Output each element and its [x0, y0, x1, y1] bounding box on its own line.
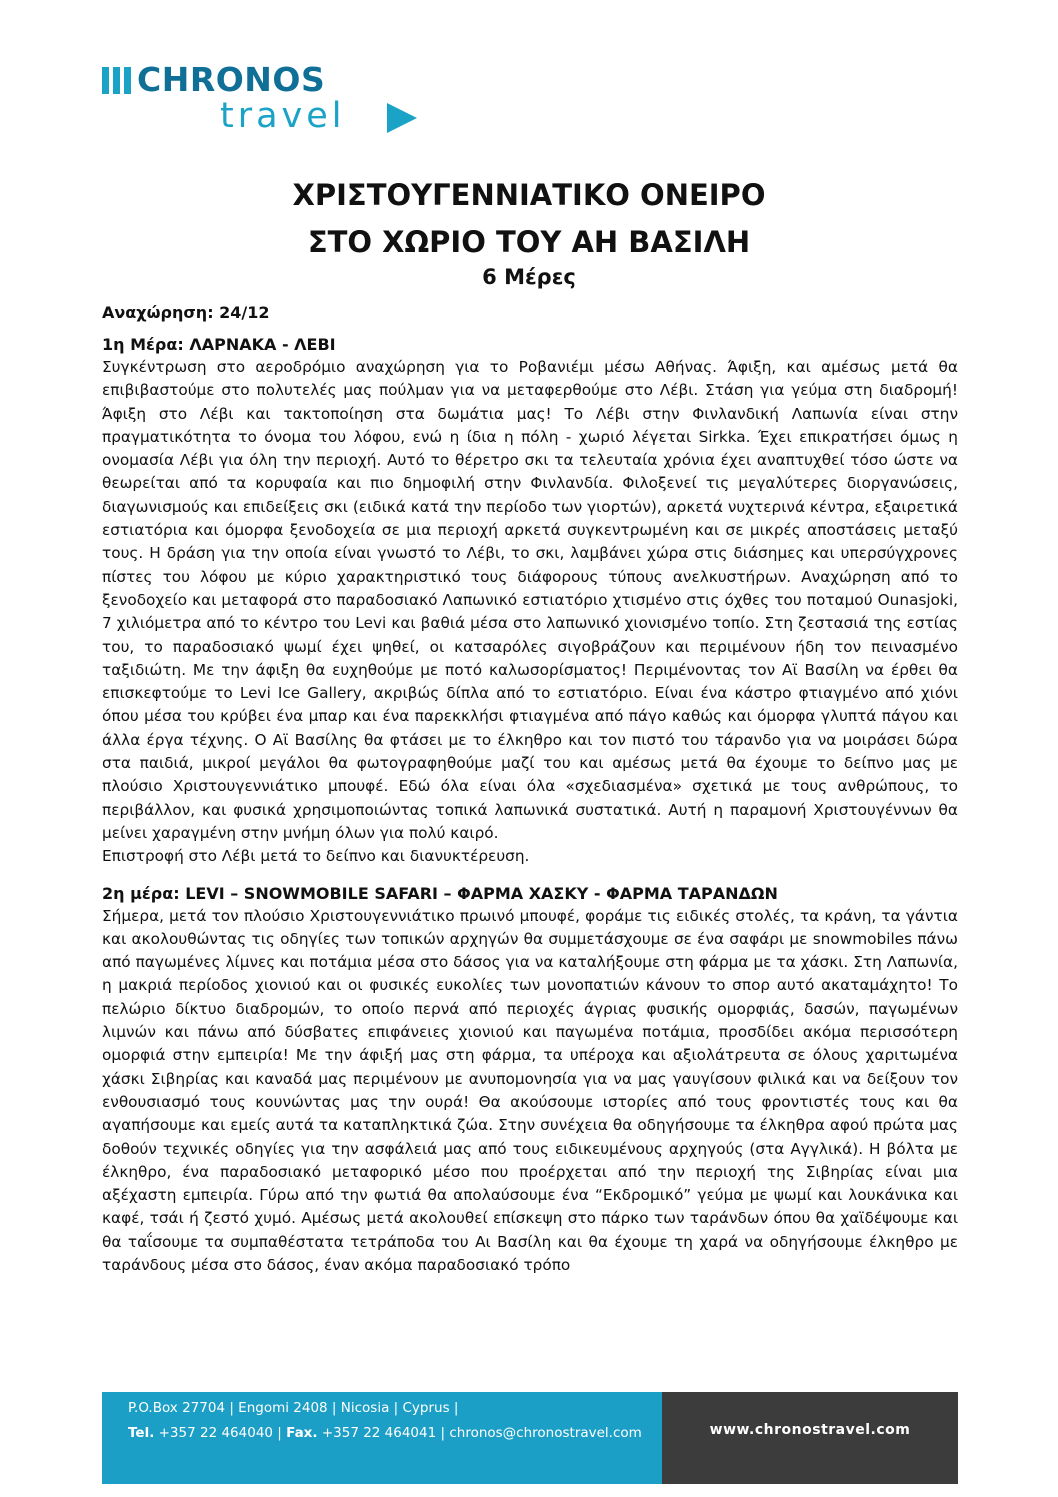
chronos-travel-logo — [102, 62, 432, 142]
day1-text: Συγκέντρωση στο αεροδρόμιο αναχώρηση για το Ροβανιέμι μέσω Αθήνας. Άφιξη, και αμέσως μετά θα επιβιβαστούμε στο πολυτελές μας πούλμαν για να μεταφερθούμε στο Λέβι. Στάση για γεύμα στη διαδρομή! Άφιξη στο Λέβι και τακτοποίηση στα δωμάτια μας! Το Λέβι στην Φινλανδική Λαπωνία είναι στην πραγματικότητα το όνομα του λόφου, ενώ η ίδια η πόλη - χωριό λέγεται Sirkka. Έχει επικρατήσει όμως η ονομασία Λέβι για όλη την περιοχή. Αυτό το θέρετρο σκι τα τελευταία χρόνια έχει αναπτυχθεί τόσο ώστε να θεωρείται από τα κορυφαία και πιο δημοφιλή στην Φινλανδία. Φιλοξενεί τις μεγαλύτερες διοργανώσεις, διαγωνισμούς και επιδείξεις σκι (ειδικά κατά την περίοδο των γιορτών), αρκετά νυχτερινά κέντρα, εξαιρετικά εστιατόρια και όμορφα ξενοδοχεία σε μια περιοχή αρκετά συγκεντρωμένη και σε μικρές αποστάσεις μεταξύ τους. Η δράση για την οποία είναι γνωστό το Λέβι, το σκι, λαμβάνει χώρα στις διάσημες και υπερσύγχρονες πίστες του λόφου με κύριο χαρακτηριστικό τους διάφορους τύπους ανελκυστήρων. Αναχώρηση από το ξενοδοχείο και μεταφορά στο παραδοσιακό Λαπωνικό εστιατόριο χτισμένο στις όχθες του ποταμού Ounasjoki, 7 χιλιόμετρα από το κέντρο του Levi και βαθιά μέσα στο λαπωνικό χιονισμένο τοπίο. Στη ζεστασιά της εστίας του, το παραδοσιακό ψωμί έχει ψηθεί, οι κατσαρόλες σιγοβράζουν και περιμένουν ήδη τον πεινασμένο ταξιδιώτη. Με την άφιξη θα ευχηθούμε με ποτό καλωσορίσματος! Περιμένοντας τον Αϊ Βασίλη να έρθει θα επισκεφτούμε το Levi Ice Gallery, ακριβώς δίπλα από το εστιατόριο. Είναι ένα κάστρο φτιαγμένο από χιόνι όπου μέσα του κρύβει ένα μπαρ και ένα παρεκκλήσι φτιαγμένα από πάγο καθώς και όμορφα γλυπτά πάγου και άλλα έργα τέχνης. Ο Αϊ Βασίλης θα φτάσει με το έλκηθρο και τον πιστό του τάρανδο για να μοιράσει δώρα στα παιδιά, μικροί μεγάλοι θα φωτογραφηθούμε μαζί του και αμέσως μετά θα έχουμε το δείπνο μας με πλούσιο Χριστουγεννιάτικο μπουφέ. Εδώ όλα είναι όλα «σχεδιασμένα» σχετικά με τους ανθρώπους, το περιβάλλον, και φυσικά χρησιμοποιώντας τοπικά λαπωνικά συστατικά. Αυτή η παραμονή Χριστουγέννων θα μείνει χαραγμένη στην μνήμη όλων για πολύ καιρό. — [102, 358, 958, 842]
logo-bars-icon — [102, 67, 135, 98]
logo-sub-text: travel — [220, 96, 346, 136]
email-link[interactable]: chronos@chronostravel.com — [449, 1425, 642, 1441]
day2-text: Σήμερα, μετά τον πλούσιο Χριστουγεννιάτικο πρωινό μπουφέ, φοράμε τις ειδικές στολές, τα κράνη, τα γάντια και ακολουθώντας τις οδηγίες των τοπικών αρχηγών θα συμμετάσχουμε σε ένα σαφάρι με snowmobiles πάνω από παγωμένες λίμνες και ποτάμια μέσα στο δάσος για να καταλήξουμε στη φάρμα με τα χάσκι. Στη Λαπωνία, η μακριά περίοδος χιονιού και οι φυσικές ευκολίες των μονοπατιών κάνουν το σπορ αυτό ακαταμάχητο! Το πελώριο δίκτυο διαδρομών, το οποίο περνά από περιοχές άγριας φυσικής ομορφιάς, δασών, παγωμένων λιμνών και πάνω από δύσβατες επιφάνειες χιονιού και παγωμένα ποτάμια, προσδίδει ακόμα περισσότερη ομορφιά στην εμπειρία! Με την άφιξή μας στη φάρμα, τα υπέροχα και αξιολάτρευτα σε όλους χαριτωμένα χάσκι Σιβηρίας και καναδά μας περιμένουν με ανυπομονησία για να μας γαυγίσουν φιλικά και να δείξουν τον ενθουσιασμό τους κουνώντας μας την ουρά! Θα ακούσουμε ιστορίες από τους φροντιστές τους και θα αγαπήσουμε και εμείς αυτά τα καταπληκτικά ζώα. Στην συνέχεια θα οδηγήσουμε τα έλκηθρα αφού πρώτα μας δοθούν τεχνικές οδηγίες για την ασφάλειά μας από τους ειδικευμένους αρχηγούς (στα Αγγλικά). Η βόλτα με έλκηθρο, ένα παραδοσιακό μεταφορικό μέσο που προέρχεται από την περιοχή της Σιβηρίας είναι μια αξέχαστη εμπειρία. Γύρω από την φωτιά θα απολαύσουμε ένα “Εκδρομικό” γεύμα με ψωμί και λουκάνικα και καφέ, τσάι ή ζεστό χυμό. Αμέσως μετά ακολουθεί επίσκεψη στο πάρκο των ταράνδων όπου θα χαϊδέψουμε και θα ταΐσουμε τα συμπαθέστατα τετράποδα του Αι Βασίλη και θα έχουμε τη χαρά να οδηγήσουμε έλκηθρο με ταράνδους μέσα στο δάσος, έναν ακόμα παραδοσιακό τρόπο — [102, 906, 958, 1274]
footer-contacts: Tel. +357 22 464040 | Fax. +357 22 464041 | chronos@chronostravel.com — [128, 1425, 642, 1441]
day1-heading: 1η Μέρα: ΛΑΡΝΑΚΑ - ΛΕΒΙ — [102, 335, 336, 354]
footer-web-panel — [662, 1392, 958, 1484]
tel-label: Tel. — [128, 1425, 155, 1441]
fax-label: Fax. — [286, 1425, 318, 1441]
page-title-line1: ΧΡΙΣΤΟΥΓΕΝΝΙΑΤΙΚΟ ΟΝΕΙΡΟ — [292, 178, 766, 212]
itinerary-content — [102, 302, 958, 1277]
tel-number: +357 22 464040 — [158, 1425, 273, 1441]
footer-address: P.O.Box 27704 | Engomi 2408 | Nicosia | Cyprus | — [128, 1400, 459, 1416]
day2-heading: 2η μέρα: LEVI – SNOWMOBILE SAFARI – ΦΑΡΜΑ ΧΑΣΚΥ - ΦΑΡΜΑ ΤΑΡΑΝΔΩΝ — [102, 883, 778, 903]
day1-closing: Επιστροφή στο Λέβι μετά το δείπνο και διανυκτέρευση. — [102, 847, 530, 866]
footer — [102, 1392, 958, 1484]
departure-date: Αναχώρηση: 24/12 — [102, 303, 270, 322]
footer-contact-panel — [102, 1392, 662, 1484]
website-link[interactable]: www.chronostravel.com — [709, 1422, 911, 1438]
fax-number: +357 22 464041 — [321, 1425, 437, 1441]
logo-arrow-icon — [387, 103, 417, 133]
trip-duration: 6 Μέρες — [482, 265, 576, 289]
page-title-line2: ΣΤΟ ΧΩΡΙΟ ΤΟΥ ΑΗ ΒΑΣΙΛΗ — [307, 225, 751, 259]
logo-brand-text: CHRONOS — [137, 60, 326, 99]
